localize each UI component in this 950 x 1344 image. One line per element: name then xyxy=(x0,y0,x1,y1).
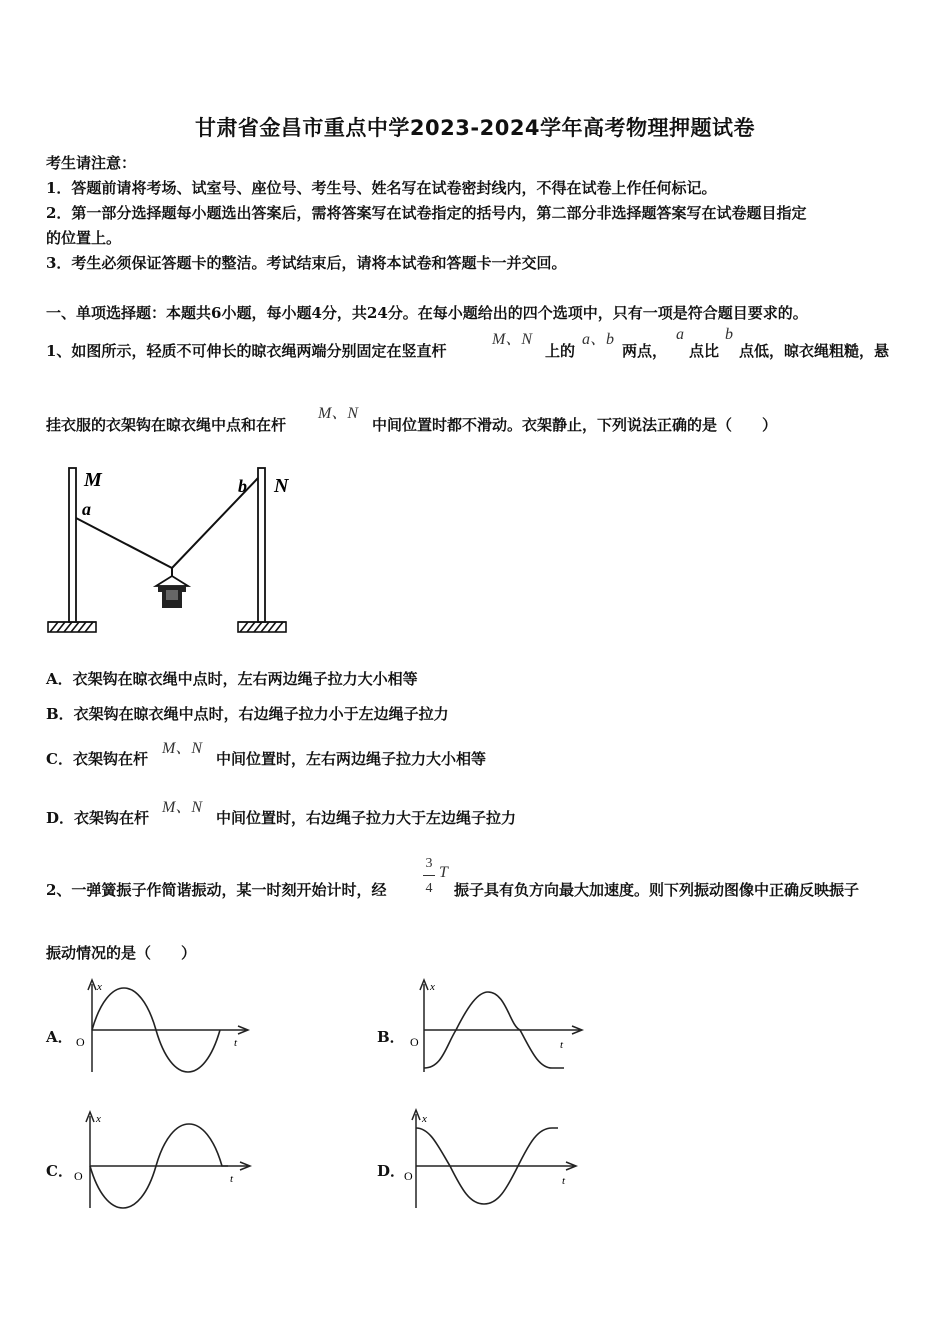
label-n: N xyxy=(274,475,289,497)
q2-option-d[interactable]: D． xyxy=(377,1162,406,1180)
svg-text:t: t xyxy=(234,1037,238,1049)
svg-text:O: O xyxy=(410,1035,419,1049)
svg-text:O: O xyxy=(76,1035,85,1049)
fraction-bar xyxy=(423,875,435,876)
q1-text: 1、如图所示，轻质不可伸长的晾衣绳两端分别固定在竖直杆 xyxy=(46,342,447,360)
label-m: M xyxy=(84,469,102,491)
notice-heading: 考生请注意： xyxy=(46,154,137,172)
pole-m xyxy=(69,468,76,622)
q1-text: 上的 xyxy=(545,342,576,360)
ground-right xyxy=(238,622,286,632)
label-a: a xyxy=(82,499,91,519)
fraction-denominator: 4 xyxy=(425,881,433,896)
label-b: b xyxy=(238,476,247,496)
q2-text: 2、一弹簧振子作简谐振动，某一时刻开始计时，经 xyxy=(46,881,387,899)
pole-n xyxy=(258,468,265,622)
q1-math-a: a xyxy=(676,326,684,343)
q2-option-a[interactable]: A． xyxy=(46,1028,73,1046)
q2-text: 振动情况的是（ ） xyxy=(46,944,197,962)
graph-c xyxy=(70,1108,260,1212)
q2-text: 振子具有负方向最大加速度。则下列振动图像中正确反映振子 xyxy=(454,881,860,899)
rope xyxy=(76,478,258,568)
q1-text: 点比 xyxy=(689,342,720,360)
notice-item: 的位置上。 xyxy=(46,229,122,247)
notice-item: 2．第一部分选择题每小题选出答案后，需将答案写在试卷指定的括号内，第二部分非选择题答案写在试卷题目指定 xyxy=(46,204,807,222)
fraction-numerator: 3 xyxy=(425,856,433,871)
svg-text:O: O xyxy=(404,1169,413,1183)
ground-left xyxy=(48,622,96,632)
q1-math-b: b xyxy=(725,326,733,343)
q1-math-mn: M、N xyxy=(318,405,359,422)
q1-option-c[interactable]: C．衣架钩在杆 xyxy=(46,750,148,768)
svg-text:t: t xyxy=(560,1039,564,1051)
q1-math-mn: M、N xyxy=(162,740,203,757)
q1-math-mn: M、N xyxy=(162,799,203,816)
page-title: 甘肃省金昌市重点中学2023-2024学年高考物理押题试卷 xyxy=(194,116,756,140)
q1-text: 两点， xyxy=(622,342,668,360)
q1-option-d-text: 中间位置时，右边绳子拉力大于左边绳子拉力 xyxy=(216,809,517,827)
q1-text: 中间位置时都不滑动。衣架静止，下列说法正确的是（ ） xyxy=(372,416,778,434)
q1-text: 挂衣服的衣架钩在晾衣绳中点和在杆 xyxy=(46,416,287,434)
q1-option-b[interactable]: B．衣架钩在晾衣绳中点时，右边绳子拉力小于左边绳子拉力 xyxy=(46,705,449,723)
svg-text:O: O xyxy=(74,1169,83,1183)
q2-math-t: T xyxy=(439,864,448,881)
graph-a xyxy=(70,976,260,1076)
graph-b xyxy=(402,976,592,1076)
notice-item: 1．答题前请将考场、试室号、座位号、考生号、姓名写在试卷密封线内，不得在试卷上作任何标记。 xyxy=(46,179,717,197)
q1-option-d[interactable]: D．衣架钩在杆 xyxy=(46,809,150,827)
section-heading: 一、单项选择题：本题共6小题，每小题4分，共24分。在每小题给出的四个选项中，只有一项是符合题目要求的。 xyxy=(46,304,808,322)
svg-text:t: t xyxy=(230,1173,234,1185)
svg-text:x: x xyxy=(96,1113,101,1125)
notice-item: 3．考生必须保证答题卡的整洁。考试结束后，请将本试卷和答题卡一并交回。 xyxy=(46,254,567,272)
q1-math-mn: M、N xyxy=(492,331,533,348)
svg-text:x: x xyxy=(97,981,102,993)
svg-text:x: x xyxy=(422,1113,427,1125)
hanger-with-clothes xyxy=(156,568,188,608)
clothesline-figure xyxy=(44,462,304,644)
svg-text:x: x xyxy=(430,981,435,993)
q2-option-b[interactable]: B． xyxy=(377,1028,405,1046)
q2-option-c[interactable]: C． xyxy=(46,1162,73,1180)
svg-text:t: t xyxy=(562,1175,566,1187)
q1-math-ab: a、b xyxy=(582,331,615,348)
graph-d xyxy=(400,1106,590,1212)
q1-option-a[interactable]: A．衣架钩在晾衣绳中点时，左右两边绳子拉力大小相等 xyxy=(46,670,418,688)
q1-option-c-text: 中间位置时，左右两边绳子拉力大小相等 xyxy=(216,750,487,768)
q1-text: 点低，晾衣绳粗糙，悬 xyxy=(739,342,890,360)
